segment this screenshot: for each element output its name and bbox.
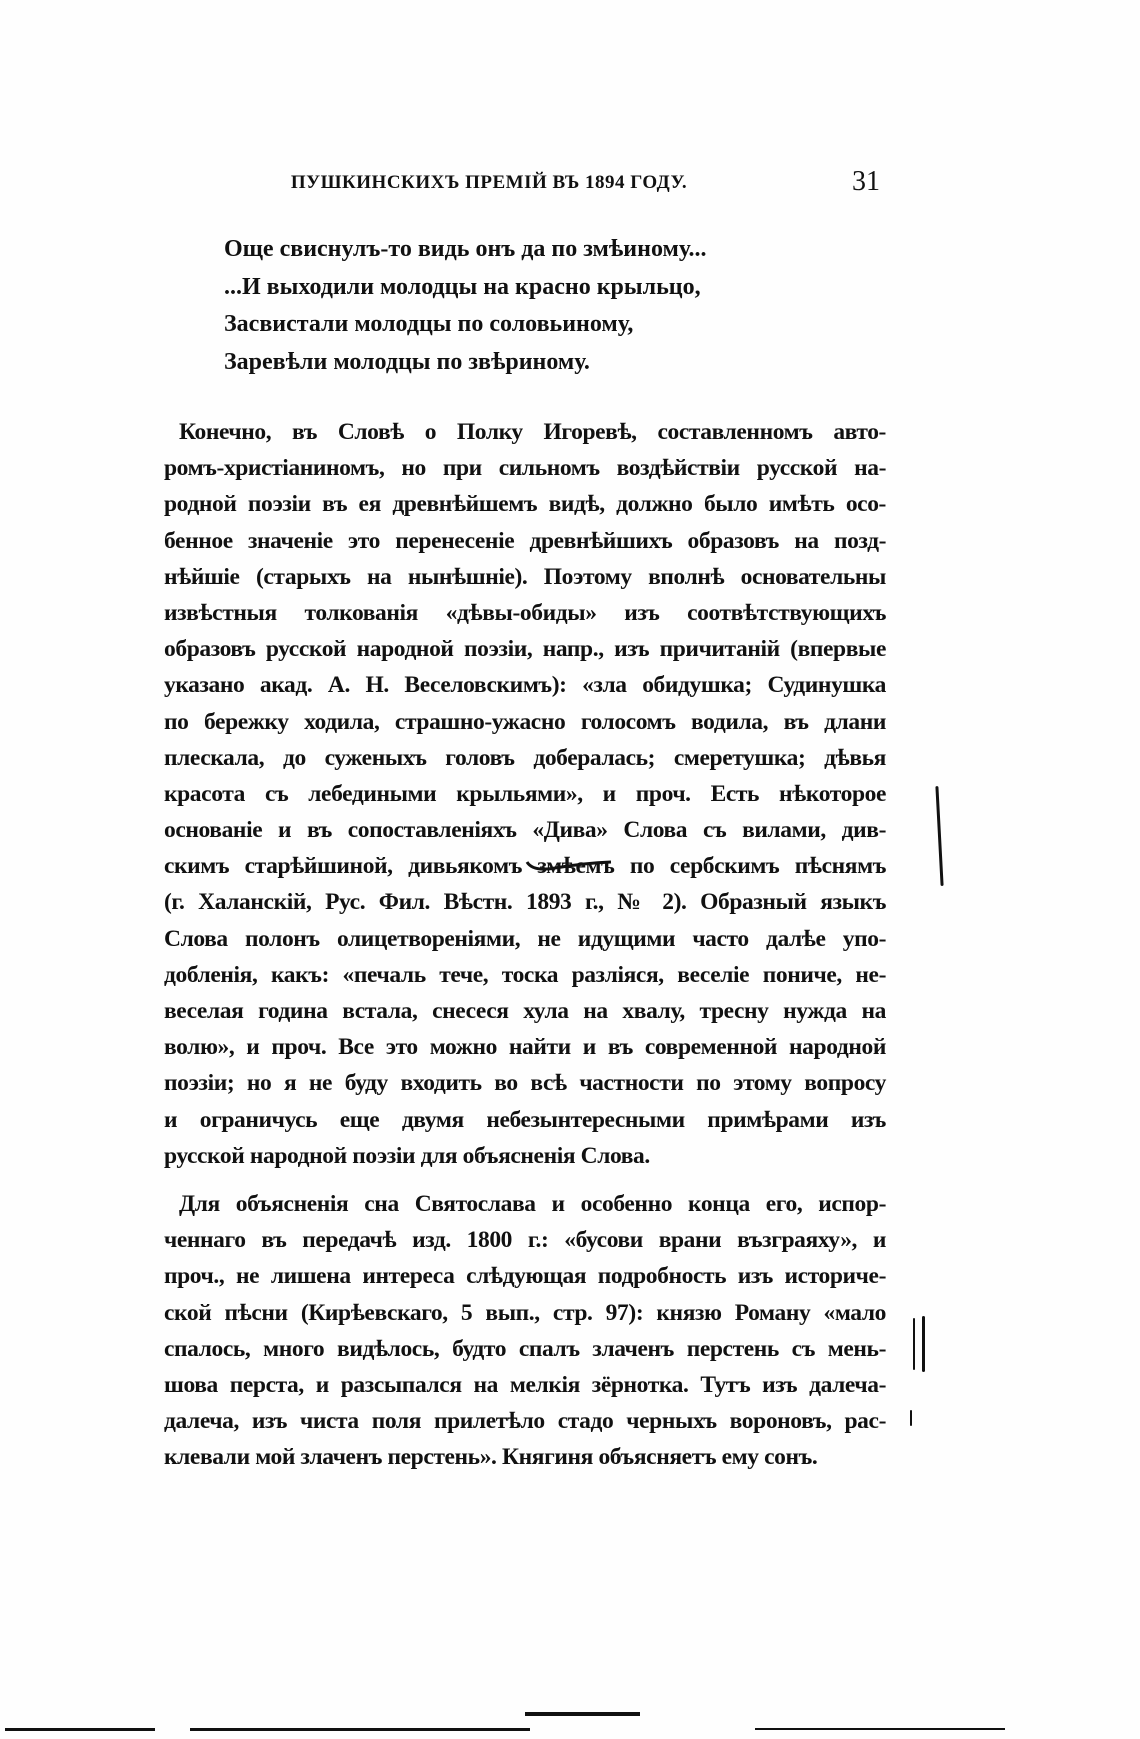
text-line: клевали мой злаченъ перстень». Княгиня объясняетъ ему сонъ. [164,1444,818,1471]
text-line: Конечно, въ Словѣ о Полку Игоревѣ, составленномъ авто- [179,419,886,445]
text-line: далеча, изъ чиста поля прилетѣло стадо черныхъ вороновъ, рас- [164,1408,886,1435]
text-line: поэзіи; но я не буду входить во всѣ частности по этому вопросу [164,1070,886,1097]
poem-line: Още свиснулъ-то видь онъ да по змѣиному... [224,236,707,262]
text-line: Слова полонъ олицетвореніями, не идущими часто далѣе упо- [164,925,886,952]
text-line: веселая година встала, снесеся хула на хвалу, тресну нужда на [164,998,886,1024]
poem-quote [224,231,706,381]
text-line: указано акад. А. Н. Веселовскимъ): «зла обидушка; Судинушка [164,672,886,699]
poem-line: Засвистали молодцы по соловьиному, [224,311,634,338]
text-line: извѣстныя толкованія «дѣвы-обиды» изъ соотвѣтствующихъ [164,599,886,626]
text-line: ченнаго въ передачѣ изд. 1800 г.: «бусови врани възграяху», и [164,1227,886,1254]
underline-pencil-mark [525,858,615,874]
text-line: ромъ-христіаниномъ, но при сильномъ воздѣйствіи русской на- [164,455,886,482]
scan-edge-line [190,1728,530,1731]
paragraph-2 [164,1186,886,1476]
text-line: красота съ лебедиными крыльями», и проч. Есть нѣкоторое [164,780,886,807]
margin-pencil-mark [910,1410,912,1426]
page-number: 31 [852,166,880,197]
text-line: нѣйшіе (старыхъ на нынѣшніе). Поэтому вполнѣ основательны [164,563,886,590]
text-line: родной поэзіи въ ея древнѣйшемъ видѣ, должно было имѣть осо- [164,491,886,518]
running-title: ПУШКИНСКИХЪ ПРЕМІЙ ВЪ 1894 ГОДУ. [290,172,688,193]
margin-pencil-mark [935,786,943,886]
text-line: спалось, много видѣлось, будто спалъ злаченъ перстень съ мень- [164,1335,886,1362]
text-line: русской народной поэзіи для объясненія Слова. [164,1142,650,1169]
text-line: плескала, до суженыхъ головъ добералась; смеретушка; дѣвья [164,744,886,771]
text-line: ской пѣсни (Кирѣевскаго, 5 вып., стр. 97): князю Роману «мало [164,1299,886,1326]
text-line: и ограничусь еще двумя небезынтересными примѣрами изъ [164,1106,886,1133]
text-line: скимъ старѣйшиной, дивьякомъ змѣемъ по сербскимъ пѣснямъ [164,853,886,880]
text-line: шова перста, и разсыпался на мелкія зёрнотка. Тутъ изъ далеча- [164,1371,886,1398]
text-line: (г. Халанскій, Рус. Фил. Вѣстн. 1893 г., № 2). Образный языкъ [164,889,886,916]
scan-edge-line [755,1728,1005,1730]
poem-line: Заревѣли молодцы по звѣриному. [224,348,590,375]
text-line: проч., не лишена интереса слѣдующая подробность изъ историче- [164,1263,886,1290]
text-line: по бережку ходила, страшно-ужасно голосомъ водила, въ длани [164,708,886,735]
margin-pencil-mark [913,1318,915,1370]
text-line: Для объясненія сна Святослава и особенно конца его, испор- [179,1191,886,1217]
scan-edge-line [525,1712,640,1716]
scan-edge-line [5,1728,155,1731]
text-line: добленія, какъ: «печаль тече, тоска разліяся, веселіе пониче, не- [164,961,886,988]
text-line: основаніе и въ сопоставленіяхъ «Дива» Слова съ вилами, див- [164,817,886,844]
text-line: образовъ русской народной поэзіи, напр., изъ причитаній (впервые [164,636,886,663]
margin-pencil-mark [922,1316,925,1372]
text-line: бенное значеніе это перенесеніе древнѣйшихъ образовъ на позд- [164,527,886,554]
text-line: волю», и проч. Все это можно найти и въ современной народной [164,1034,886,1061]
paragraph-1 [164,414,886,1174]
poem-line: ...И выходили молодцы на красно крыльцо, [224,273,701,300]
